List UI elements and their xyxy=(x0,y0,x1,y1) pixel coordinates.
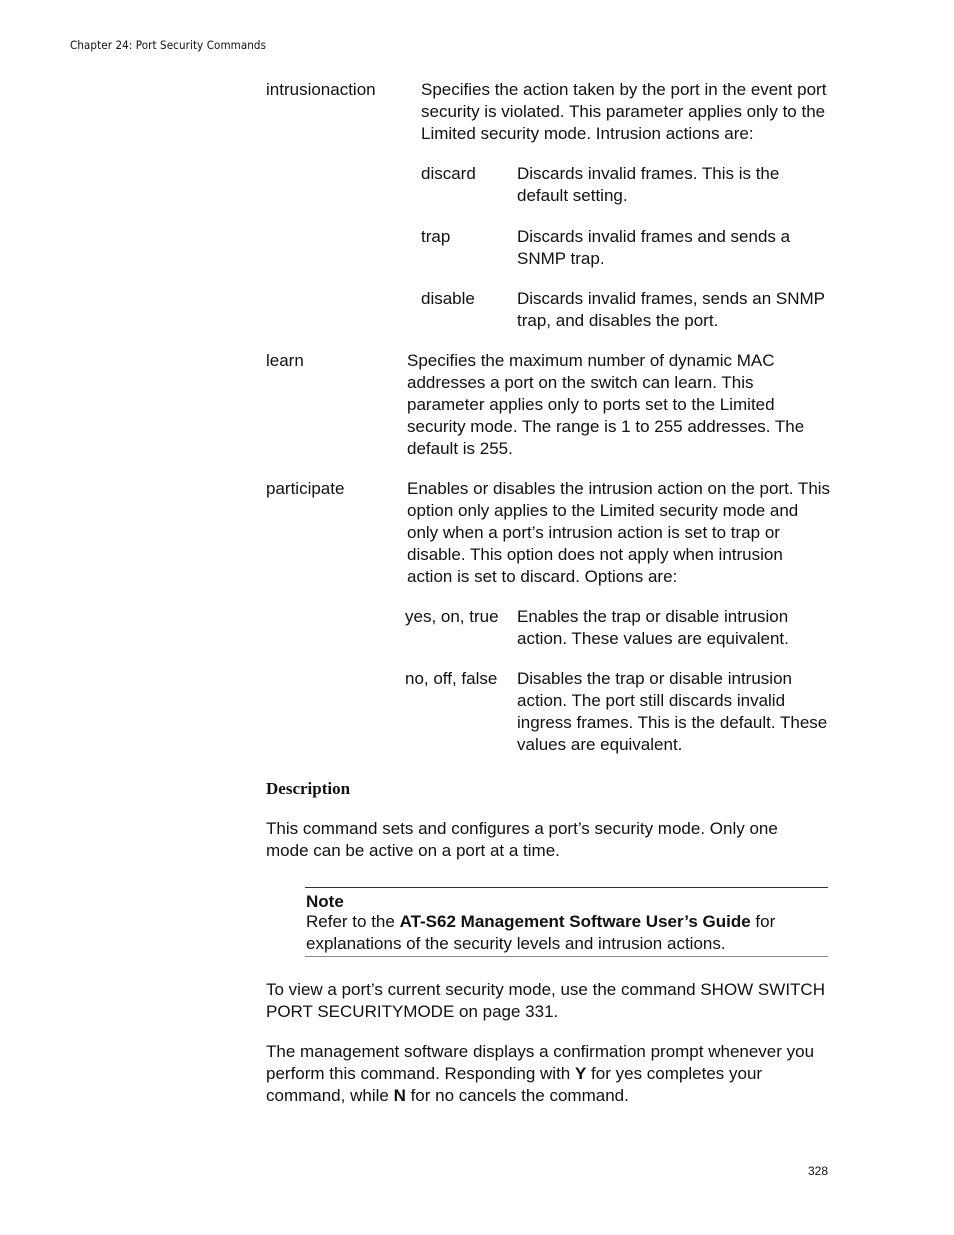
note-text-post: for explanations of the security levels and intrusion actions. xyxy=(306,912,776,953)
param-desc-learn: Specifies the maximum number of dynamic MAC addresses a port on the switch can learn. This parameter applies only to ports set to the Limited security mode. The range is 1 to 255 addresses. The default is 255. xyxy=(407,351,805,458)
option-term-trap: trap xyxy=(421,227,451,246)
para3-text-1: The management software displays a confirmation prompt whenever you perform this command. Responding with xyxy=(266,1042,815,1083)
param-desc-participate: Enables or disables the intrusion action on the port. This option only applies to the Limited security mode and only when a port’s intrusion action is set to trap or disable. This option does not apply when intrusion action is set to discard. Options are: xyxy=(407,479,831,586)
option-desc-no: Disables the trap or disable intrusion action. The port still discards invalid ingress frames. This is the default. These values are equivalent. xyxy=(517,669,828,754)
para3-text-2: for yes completes your command, while xyxy=(266,1064,763,1105)
option-term-discard: discard xyxy=(421,164,476,183)
param-term-learn: learn xyxy=(266,351,304,370)
section-heading-description: Description xyxy=(266,779,351,798)
para3-text-3: for no cancels the command. xyxy=(405,1086,629,1105)
para3-bold-y: Y xyxy=(574,1064,587,1083)
option-desc-discard: Discards invalid frames. This is the default setting. xyxy=(517,164,780,205)
running-header: Chapter 24: Port Security Commands xyxy=(70,38,267,52)
param-desc-intrusionaction: Specifies the action taken by the port in the event port security is violated. This parameter applies only to the Limited security mode. Intrusion actions are: xyxy=(421,80,827,143)
option-term-yes: yes, on, true xyxy=(405,607,499,626)
para3-bold-n: N xyxy=(393,1086,406,1105)
note-text-pre: Refer to the xyxy=(306,912,400,931)
description-paragraph-3 xyxy=(266,1041,826,1107)
param-term-participate: participate xyxy=(266,479,345,498)
option-term-disable: disable xyxy=(421,289,475,308)
param-term-intrusionaction: intrusionaction xyxy=(266,80,376,99)
description-paragraph-1: This command sets and configures a port’s security mode. Only one mode can be active on a port at a time. xyxy=(266,819,778,860)
note-title: Note xyxy=(306,892,344,911)
page-number: 328 xyxy=(808,1164,829,1178)
option-term-no: no, off, false xyxy=(405,669,498,688)
note-box xyxy=(305,887,828,957)
note-guide-title: AT-S62 Management Software User’s Guide xyxy=(399,912,751,931)
option-desc-yes: Enables the trap or disable intrusion action. These values are equivalent. xyxy=(517,607,789,648)
description-paragraph-2: To view a port’s current security mode, use the command SHOW SWITCH PORT SECURITYMODE on page 331. xyxy=(266,980,825,1021)
option-desc-disable: Discards invalid frames, sends an SNMP trap, and disables the port. xyxy=(517,289,825,330)
note-body xyxy=(306,911,826,955)
option-desc-trap: Discards invalid frames and sends a SNMP trap. xyxy=(517,227,791,268)
